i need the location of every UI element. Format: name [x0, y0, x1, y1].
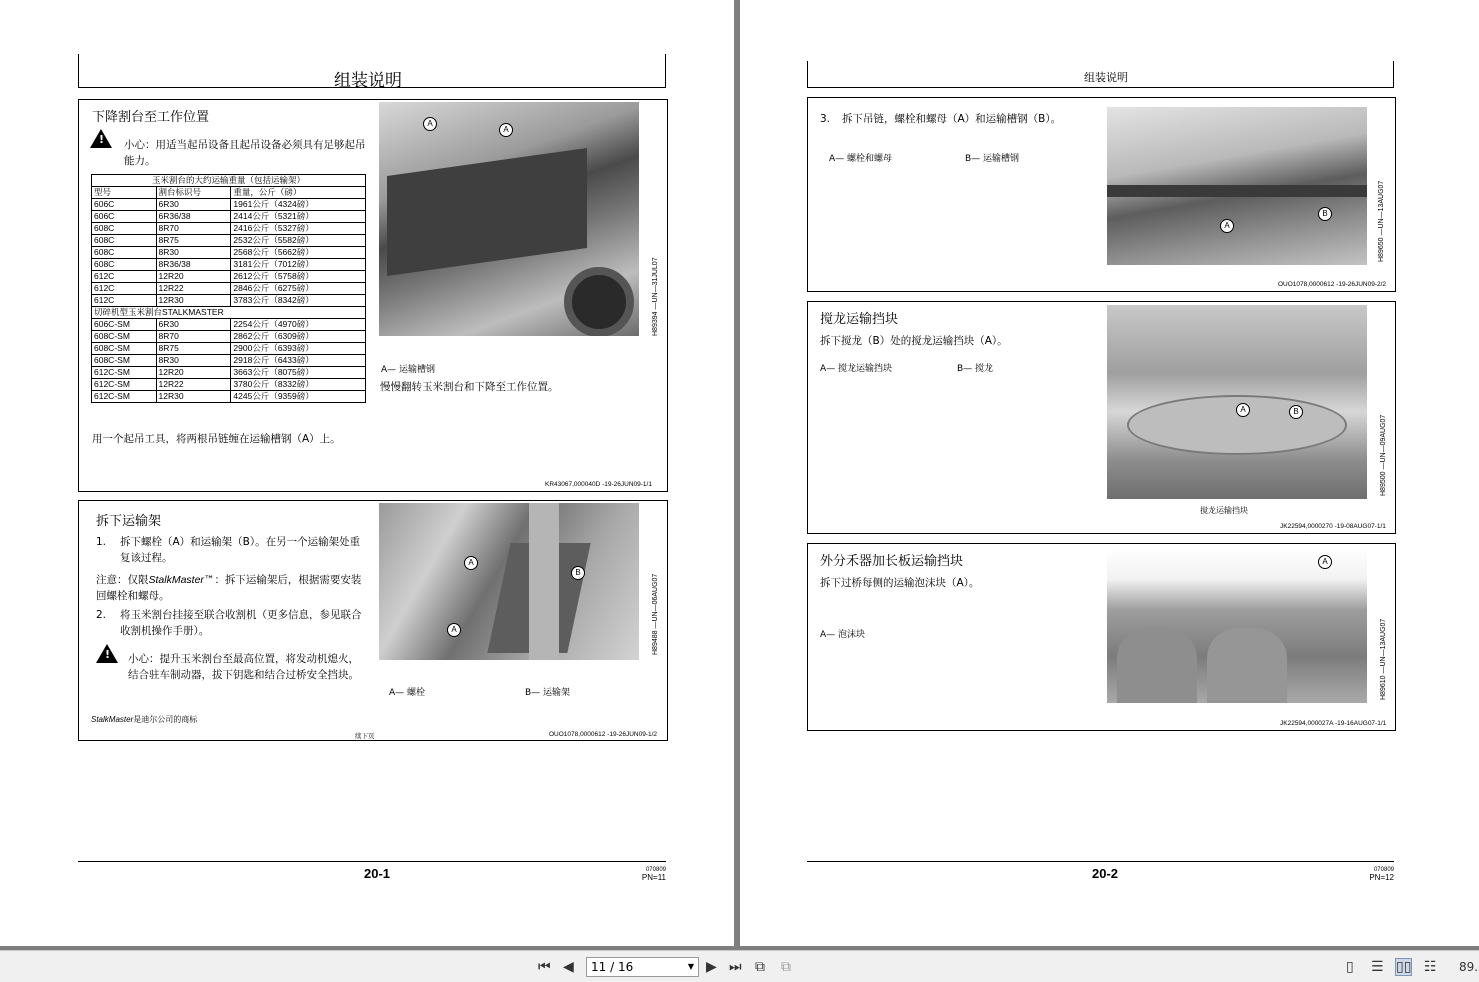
- photo-id-label: H89394 —UN—31JUL07: [652, 257, 659, 336]
- table-row: 612C-SM 12R20 3663公斤（8075磅）: [92, 367, 366, 379]
- photo-foam-block: [1107, 548, 1367, 703]
- table-subheading-row: 切碎机型玉米割台STALKMASTER: [92, 307, 366, 319]
- body-text: 用一个起吊工具，将两根吊链缠在运输槽钢（A）上。: [92, 433, 341, 445]
- page-header-title: 组装说明: [1084, 71, 1128, 84]
- auger-shape: [1117, 628, 1197, 703]
- reference-code: JK22594,000027A -19-16AUG07-1/1: [1280, 720, 1387, 727]
- section-title: 搅龙运输挡块: [820, 312, 899, 327]
- table-row: 608C 8R75 2532公斤（5582磅）: [92, 235, 366, 247]
- continuous-view-icon[interactable]: ☰: [1371, 959, 1384, 975]
- page-20-2: [740, 0, 1479, 946]
- legend-a: A— 搅龙运输挡块: [820, 364, 893, 374]
- reference-code: JK22594,0000270 -19-08AUG07-1/1: [1280, 523, 1386, 530]
- reference-code: KR43067,000040D -19-26JUN09-1/1: [545, 481, 652, 488]
- chevron-down-icon[interactable]: ▼: [687, 962, 694, 971]
- table-row: 608C-SM 8R75 2900公斤（6393磅）: [92, 343, 366, 355]
- page-date: 070809: [645, 867, 666, 873]
- callout-b: B: [571, 566, 585, 580]
- page-number-field[interactable]: [586, 957, 699, 977]
- two-page-view-icon[interactable]: ▯▯: [1396, 959, 1412, 975]
- table-row: 608C 8R36/38 3181公斤（7012磅）: [92, 259, 366, 271]
- step-number: 1.: [96, 536, 107, 548]
- legend-b: B— 搅龙: [957, 364, 994, 374]
- first-page-icon[interactable]: ⏮: [538, 959, 551, 975]
- table-row: 612C 12R22 2846公斤（6275磅）: [92, 283, 366, 295]
- table-row: 612C-SM 12R22 3780公斤（8332磅）: [92, 379, 366, 391]
- trademark-brand: StalkMaster: [91, 715, 134, 724]
- table-row: 608C 8R30 2568公斤（5662磅）: [92, 247, 366, 259]
- footer-rule: [807, 861, 1394, 862]
- section-title: 外分禾器加长板运输挡块: [820, 554, 964, 569]
- viewer-toolbar: [0, 950, 1479, 982]
- photo-shipping-frame: [379, 503, 639, 660]
- trademark-rest: 是迪尔公司的商标: [133, 715, 198, 724]
- page-pn: PN=12: [1369, 873, 1394, 882]
- legend-b: B— 运输槽钢: [965, 154, 1020, 164]
- photo-id-label: H89488 —UN—06AUG07: [652, 573, 659, 655]
- table-row: 608C 8R70 2416公斤（5327磅）: [92, 223, 366, 235]
- body-text: 拆下搅龙（B）处的搅龙运输挡块（A）。: [820, 335, 1008, 347]
- callout-a: A: [499, 123, 513, 137]
- table-row: 608C-SM 8R70 2862公斤（6309磅）: [92, 331, 366, 343]
- trademark-note: [91, 714, 197, 725]
- go-forward-icon[interactable]: ⧉: [781, 959, 791, 975]
- legend-b: B— 运输架: [525, 688, 571, 698]
- note-brand: StalkMaster: [148, 574, 204, 586]
- table-row: 612C 12R20 2612公斤（5758磅）: [92, 271, 366, 283]
- table-row: 606C 6R30 1961公斤（4324磅）: [92, 199, 366, 211]
- table-row: 608C-SM 8R30 2918公斤（6433磅）: [92, 355, 366, 367]
- callout-a: A: [464, 556, 478, 570]
- step-number: 3.: [820, 113, 831, 125]
- table-row: 612C-SM 12R30 4245公斤（9359磅）: [92, 391, 366, 403]
- caution-text: 小心：提升玉米割台至最高位置，将发动机熄火，结合驻车制动器，拔下钥匙和结合过桥安全挡块。: [128, 653, 359, 681]
- continued-label: 续下页: [355, 733, 375, 740]
- step-2-text: 将玉米割台挂接至联合收割机（更多信息，参见联合收割机操作手册）。: [120, 609, 362, 637]
- go-back-icon[interactable]: ⧉: [755, 959, 765, 975]
- page-pn: PN=11: [641, 873, 666, 882]
- section-title: 拆下运输架: [96, 514, 162, 529]
- page-20-1: [0, 0, 734, 946]
- forklift-wheel: [564, 267, 634, 336]
- single-page-view-icon[interactable]: ▯: [1346, 959, 1354, 975]
- step-3-text: 拆下吊链，螺栓和螺母（A）和运输槽钢（B）。: [842, 113, 1062, 125]
- table-row: 612C 12R30 3783公斤（8342磅）: [92, 295, 366, 307]
- header-body-shape: [387, 148, 587, 276]
- legend-a: A— 运输槽钢: [381, 365, 436, 375]
- photo-header-on-forklift: [379, 102, 639, 336]
- channel-beam-shape: [1107, 185, 1367, 197]
- page-date: 070809: [1373, 867, 1394, 873]
- note-text: [96, 572, 366, 604]
- footer-rule: [78, 861, 666, 862]
- callout-a: A: [1220, 219, 1234, 233]
- legend-a: A— 螺栓: [389, 688, 426, 698]
- page-number: 20-1: [364, 866, 391, 881]
- photo-auger-block: [1107, 305, 1367, 499]
- zoom-level[interactable]: 89.: [1459, 960, 1479, 974]
- auger-flight-shape: [1127, 395, 1347, 455]
- previous-page-icon[interactable]: ◀: [563, 959, 574, 975]
- caution-icon: [90, 129, 112, 148]
- next-page-icon[interactable]: ▶: [706, 959, 717, 975]
- step-text: 慢慢翻转玉米割台和下降至工作位置。: [380, 381, 559, 393]
- photo-id-label: H89610 —UN—13AUG07: [1380, 618, 1387, 700]
- legend-a: A— 泡沫块: [820, 630, 866, 640]
- page-number-value: 11 / 16: [591, 960, 634, 974]
- table-row: 606C 6R36/38 2414公斤（5321磅）: [92, 211, 366, 223]
- photo-chains-channel: [1107, 107, 1367, 265]
- photo-caption: 搅龙运输挡块: [1200, 506, 1248, 515]
- reference-code: OUO1078,0000612 -19-26JUN09-1/2: [549, 731, 658, 738]
- weight-table: [91, 174, 366, 403]
- callout-a: A: [423, 117, 437, 131]
- note-rest: ™：拆下运输架后，根据需要安装回螺栓和螺母。: [96, 574, 362, 602]
- reference-code: OUO1078,0000612 -19-26JUN09-2/2: [1278, 281, 1387, 288]
- two-page-continuous-icon[interactable]: ☷: [1424, 959, 1437, 975]
- section-title: 下降割台至工作位置: [92, 110, 210, 125]
- callout-b: B: [1289, 405, 1303, 419]
- body-text: 拆下过桥每侧的运输泡沫块（A）。: [820, 577, 980, 589]
- auger-shape: [1207, 628, 1287, 703]
- last-page-icon[interactable]: ⏭: [729, 959, 742, 975]
- note-label: 注意：仅限: [96, 574, 149, 586]
- step-number: 2.: [96, 609, 107, 621]
- page-header-title: 组装说明: [334, 71, 402, 91]
- legend-a: A— 螺栓和螺母: [829, 154, 893, 164]
- callout-a: A: [1318, 555, 1332, 569]
- photo-id-label: H89650 —UN—13AUG07: [1378, 180, 1385, 262]
- step-1-text: 拆下螺栓（A）和运输架（B）。在另一个运输架处重复该过程。: [120, 536, 361, 564]
- callout-a: A: [447, 623, 461, 637]
- callout-a: A: [1236, 403, 1250, 417]
- wood-post-shape: [529, 503, 559, 660]
- table-header-row: 型号 割台标识号 重量，公斤（磅）: [92, 187, 366, 199]
- page-number: 20-2: [1092, 866, 1119, 881]
- photo-id-label: H89500 —UN—09AUG07: [1380, 414, 1387, 496]
- caution-text: 小心：用适当起吊设备且起吊设备必须具有足够起吊能力。: [124, 139, 366, 167]
- table-title: 玉米割台的大约运输重量（包括运输架）: [92, 175, 366, 187]
- table-row: 606C-SM 6R30 2254公斤（4970磅）: [92, 319, 366, 331]
- caution-icon: [96, 644, 118, 663]
- callout-b: B: [1318, 207, 1332, 221]
